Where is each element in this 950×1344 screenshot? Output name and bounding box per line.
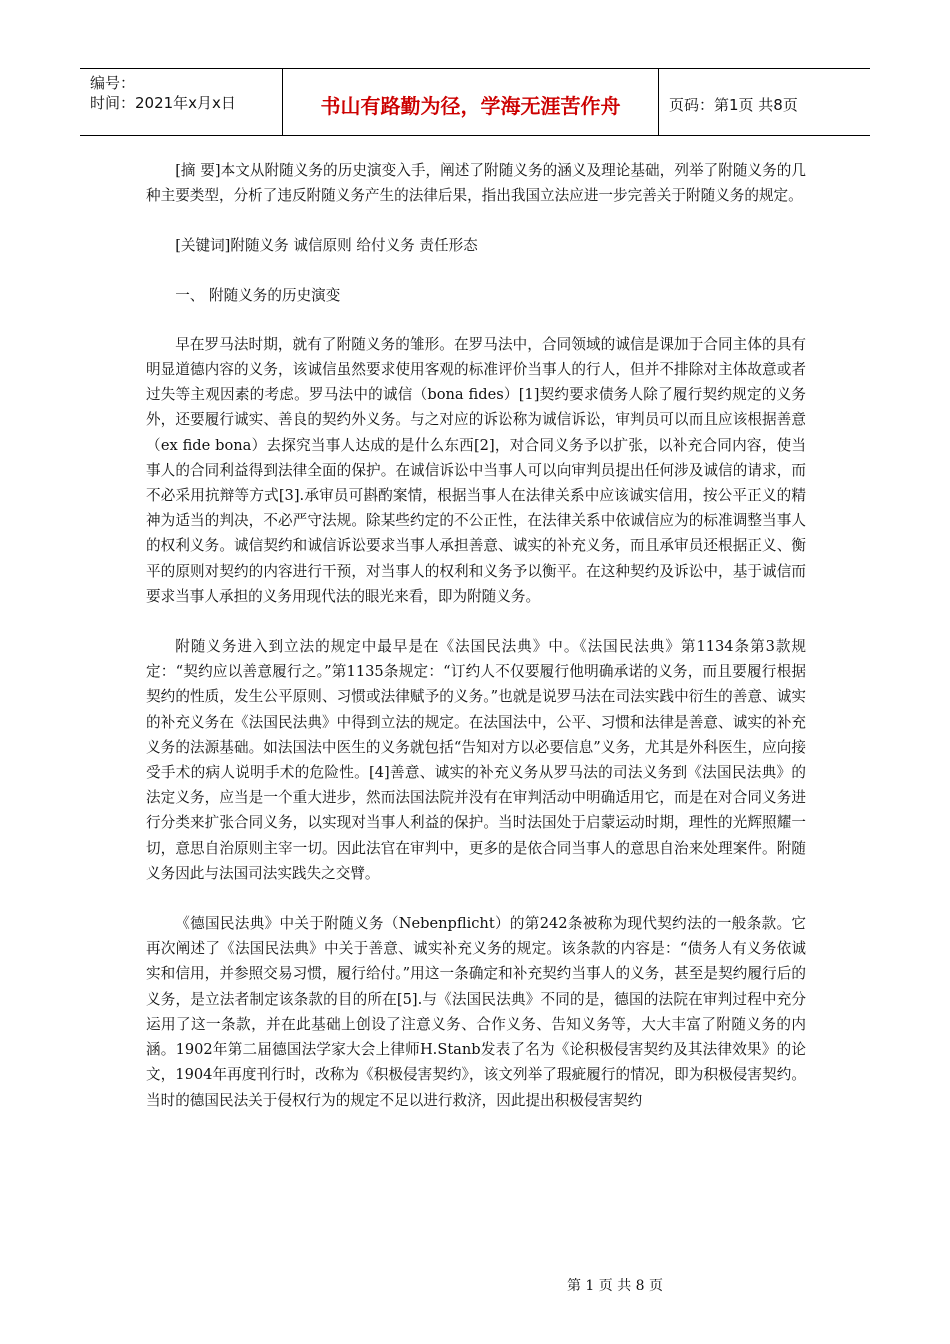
header-table <box>80 68 870 136</box>
body-paragraph: 《德国民法典》中关于附随义务（Nebenpflicht）的第242条被称为现代契约法的一般条款。它再次阐述了《法国民法典》中关于善意、诚实补充义务的规定。该条款的内容是：“债务人有义务依诚实和信用，并参照交易习惯，履行给付。”用这一条确定和补充契约当事人的义务，甚至是契约履行后的义务，是立法者制定该条款的目的所在[5].与《法国民法典》不同的是，德国的法院在审判过程中充分运用了这一条款，并在此基础上创设了注意义务、合作义务、告知义务等，大大丰富了附随义务的内涵。1902年第二届德国法学家大会上律师H.Stanb发表了名为《论积极侵害契约及其法律效果》的论文，1904年再度刊行时，改称为《积极侵害契约》，该文列举了瑕疵履行的情况，即为积极侵害契约。当时的德国民法关于侵权行为的规定不足以进行救济，因此提出积极侵害契约 <box>146 915 806 1109</box>
header-meta-cell <box>80 69 283 135</box>
abstract-paragraph: [摘 要]本文从附随义务的历史演变入手，阐述了附随义务的涵义及理论基础，列举了附随义务的几种主要类型，分析了违反附随义务产生的法律后果，指出我国立法应进一步完善关于附随义务的规定。 <box>146 162 806 205</box>
page-footer <box>0 1275 950 1295</box>
body-paragraph: 早在罗马法时期，就有了附随义务的雏形。在罗马法中，合同领域的诚信是课加于合同主体的具有明显道德内容的义务，该诚信虽然要求使用客观的标准评价当事人的行人，但并不排除对主体故意或者过失等主观因素的考虑。罗马法中的诚信（bona fides）[1]契约要求债务人除了履行契约规定的义务外，还要履行诚实、善良的契约外义务。与之对应的诉讼称为诚信诉讼，审判员可以而且应该根据善意（ex fide bona）去探究当事人达成的是什么东西[2]，对合同义务予以扩张，以补充合同内容，使当事人的合同利益得到法律全面的保护。在诚信诉讼中当事人可以向审判员提出任何涉及诚信的请求，而不必采用抗辩等方式[3].承审员可斟酌案情，根据当事人在法律关系中应该诚实信用，按公平正义的精神为适当的判决，不必严守法规。除某些约定的不公正性，在法律关系中依诚信应为的标准调整当事人的权利义务。诚信契约和诚信诉讼要求当事人承担善意、诚实的补充义务，而且承审员还根据正义、衡平的原则对契约的内容进行干预，对当事人的权利和义务予以衡平。在这种契约及诉讼中，基于诚信而要求当事人承担的义务用现代法的眼光来看，即为附随义务。 <box>146 335 806 605</box>
document-code-label: 编号： <box>90 74 136 92</box>
header-motto: 书山有路勤为径，学海无涯苦作舟 <box>283 69 659 135</box>
header-page-info: 页码：第1页 共8页 <box>669 95 798 114</box>
keywords-paragraph: [关键词]附随义务 诚信原则 给付义务 责任形态 <box>175 237 478 255</box>
page-footer-text: 第 1 页 共 8 页 <box>566 1278 664 1294</box>
document-body <box>146 158 806 1138</box>
section-heading: 一、 附随义务的历史演变 <box>175 286 341 304</box>
document-time-label: 时间：2021年x月x日 <box>90 94 236 112</box>
body-paragraph: 附随义务进入到立法的规定中最早是在《法国民法典》中。《法国民法典》第1134条第3款规定：“契约应以善意履行之。”第1135条规定：“订约人不仅要履行他明确承诺的义务，而且要履行根据契约的性质，发生公平原则、习惯或法律赋予的义务。”也就是说罗马法在司法实践中衍生的善意、诚实的补充义务在《法国民法典》中得到立法的规定。在法国法中，公平、习惯和法律是善意、诚实的补充义务的法源基础。如法国法中医生的义务就包括“告知对方以必要信息”义务，尤其是外科医生，应向接受手术的病人说明手术的危险性。[4]善意、诚实的补充义务从罗马法的司法义务到《法国民法典》的法定义务，应当是一个重大进步，然而法国法院并没有在审判活动中明确适用它，而是在对合同义务进行分类来扩张合同义务，以实现对当事人利益的保护。当时法国处于启蒙运动时期，理性的光辉照耀一切，意思自治原则主宰一切。因此法官在审判中，更多的是依合同当事人的意思自治来处理案件。附随义务因此与法国司法实践失之交臂。 <box>146 638 806 882</box>
